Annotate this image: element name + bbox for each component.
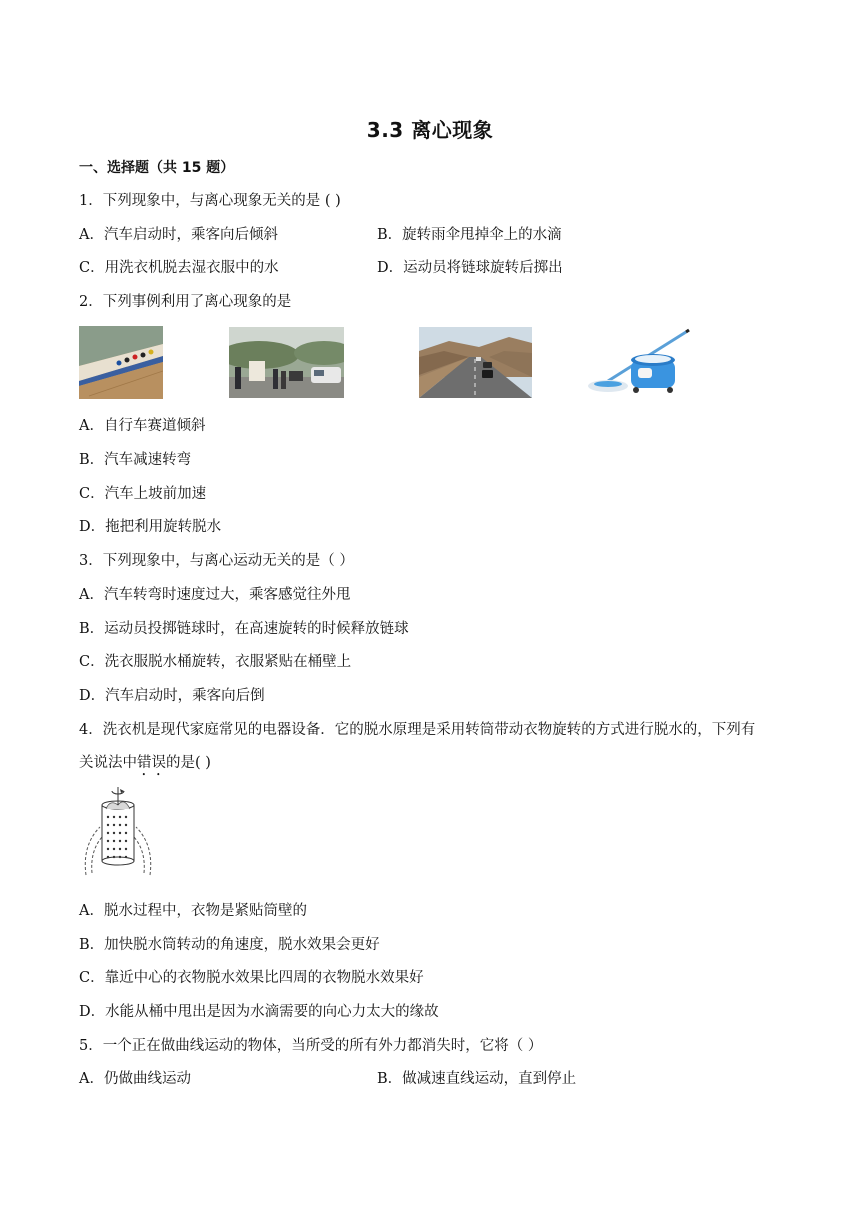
question-3-option-d: D．汽车启动时，乘客向后倒: [79, 688, 265, 704]
car-turning-photo: [229, 327, 344, 398]
question-4-option-d: D．水能从桶中甩出是因为水滴需要的向心力太大的缘故: [79, 1004, 439, 1020]
question-2-option-c: C．汽车上坡前加速: [79, 486, 207, 502]
question-1-option-c: C．用洗衣机脱去湿衣服中的水: [79, 260, 279, 276]
question-5-option-b: B．做减速直线运动，直到停止: [377, 1071, 577, 1087]
car-uphill-photo: [419, 327, 532, 398]
page-title: 3.3 离心现象: [366, 118, 494, 142]
spin-mop-photo: [586, 326, 691, 398]
question-3-stem: 3．下列现象中，与离心运动无关的是（ ）: [79, 553, 354, 569]
question-5-option-a: A．仍做曲线运动: [79, 1071, 191, 1087]
question-4-option-b: B．加快脱水筒转动的角速度，脱水效果会更好: [79, 937, 380, 953]
question-4-stem-text-b: 的是( ): [166, 755, 211, 771]
question-4-stem-line-2: [79, 753, 211, 779]
question-4-option-a: A．脱水过程中，衣物是紧贴筒壁的: [79, 903, 307, 919]
question-2-option-b: B．汽车减速转弯: [79, 452, 192, 468]
spin-drum-diagram: [80, 785, 156, 879]
question-1-option-d: D．运动员将链球旋转后掷出: [377, 260, 563, 276]
cycling-track-photo: [79, 326, 163, 399]
question-4-option-c: C．靠近中心的衣物脱水效果比四周的衣物脱水效果好: [79, 970, 424, 986]
question-5-stem: 5．一个正在做曲线运动的物体，当所受的所有外力都消失时，它将（ ）: [79, 1038, 543, 1054]
question-1-option-a: A．汽车启动时，乘客向后倾斜: [79, 227, 278, 243]
question-4-stem-text-a: 关说法中: [79, 755, 137, 771]
question-4-emphasis-word: 错误: [137, 755, 166, 771]
question-2-option-a: A．自行车赛道倾斜: [79, 418, 206, 434]
question-2-option-d: D．拖把利用旋转脱水: [79, 519, 222, 535]
question-2-stem: 2．下列事例利用了离心现象的是: [79, 294, 292, 310]
question-1-stem: 1．下列现象中，与离心现象无关的是 ( ): [79, 193, 341, 209]
question-3-option-c: C．洗衣服脱水桶旋转，衣服紧贴在桶壁上: [79, 654, 352, 670]
question-1-option-b: B．旋转雨伞甩掉伞上的水滴: [377, 227, 562, 243]
question-4-stem-line-1: 4．洗衣机是现代家庭常见的电器设备．它的脱水原理是采用转筒带动衣物旋转的方式进行脱水的，下列有: [79, 722, 756, 738]
question-3-option-b: B．运动员投掷链球时，在高速旋转的时候释放链球: [79, 621, 409, 637]
section-heading: 一、选择题（共 15 题）: [79, 160, 235, 176]
question-3-option-a: A．汽车转弯时速度过大，乘客感觉往外甩: [79, 587, 351, 603]
